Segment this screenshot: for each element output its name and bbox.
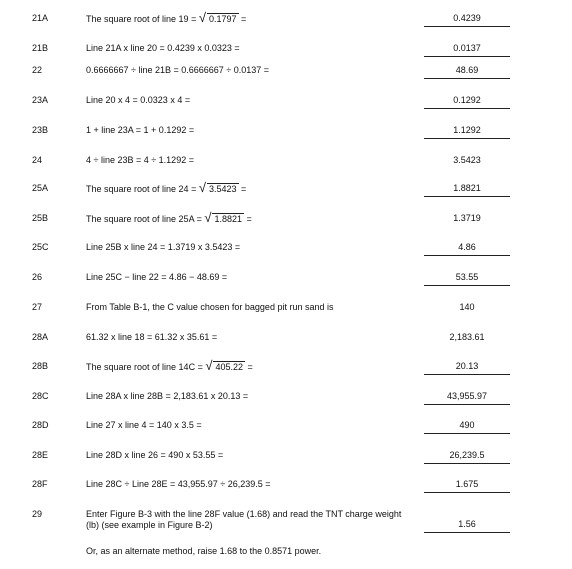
desc-prefix: The square root of line 24 = [86, 184, 199, 194]
radicand: 405.22 [215, 362, 243, 372]
line-description: 4 ÷ line 23B = 4 ÷ 1.1292 = [86, 155, 194, 165]
line-value: 20.13 [424, 361, 510, 375]
line-value: 1.3719 [453, 213, 481, 223]
desc-suffix: = [244, 214, 252, 224]
line-number: 28E [32, 450, 49, 460]
line-number: 24 [32, 155, 43, 165]
line-description: Enter Figure B-3 with the line 28F value (1.68) and read the TNT charge weight (lb) (see example in Figure B-2) [86, 509, 402, 530]
line-number: 29 [32, 509, 43, 519]
line-number: 28B [32, 361, 49, 371]
line-number: 23B [32, 125, 49, 135]
line-value: 1.1292 [424, 125, 510, 139]
line-number: 25B [32, 213, 49, 223]
line-number: 28C [32, 391, 49, 401]
line-number: 25A [32, 183, 49, 193]
line-description: Line 28A x line 28B = 2,183.61 x 20.13 = [86, 391, 249, 401]
line-description: Line 27 x line 4 = 140 x 3.5 = [86, 420, 202, 430]
alternate-method-note: Or, as an alternate method, raise 1.68 to the 0.8571 power. [86, 546, 322, 556]
line-description [86, 210, 252, 225]
desc-suffix: = [238, 14, 247, 24]
sqrt-icon: √ [198, 180, 206, 195]
line-value: 140 [459, 302, 475, 312]
line-value: 490 [424, 420, 510, 434]
line-description: 1 + line 23A = 1 + 0.1292 = [86, 125, 195, 135]
line-value: 4.86 [424, 242, 510, 256]
line-value: 0.1292 [424, 95, 510, 109]
line-number: 21A [32, 13, 49, 23]
desc-prefix: The square root of line 19 = [86, 14, 199, 24]
sqrt-icon: √ [198, 10, 206, 25]
desc-prefix: The square root of line 14C = [86, 362, 206, 372]
line-value: 48.69 [424, 65, 510, 79]
line-description: Line 25B x line 24 = 1.3719 x 3.5423 = [86, 242, 241, 252]
line-value: 0.4239 [424, 13, 510, 27]
line-value: 1.675 [424, 479, 510, 493]
line-number: 26 [32, 272, 43, 282]
line-number: 28F [32, 479, 48, 489]
line-number: 21B [32, 43, 49, 53]
line-number: 28A [32, 332, 49, 342]
line-description: From Table B-1, the C value chosen for bagged pit run sand is [86, 302, 334, 312]
line-description: Line 28D x line 26 = 490 x 53.55 = [86, 450, 224, 460]
line-description [86, 358, 253, 373]
line-description: 61.32 x line 18 = 61.32 x 35.61 = [86, 332, 218, 342]
line-description: Line 28C ÷ Line 28E = 43,955.97 ÷ 26,239.5 = [86, 479, 271, 489]
desc-suffix: = [238, 184, 247, 194]
radicand: 3.5423 [208, 184, 237, 194]
line-value: 26,239.5 [424, 450, 510, 464]
sqrt-icon: √ [204, 210, 212, 225]
desc-prefix: The square root of line 25A = [86, 214, 205, 224]
line-value: 2,183.61 [449, 332, 485, 342]
line-description [86, 10, 247, 25]
desc-suffix: = [245, 362, 253, 372]
line-number: 25C [32, 242, 49, 252]
line-number: 28D [32, 420, 49, 430]
line-description [86, 180, 247, 195]
line-value: 53.55 [424, 272, 510, 286]
line-description: Line 21A x line 20 = 0.4239 x 0.0323 = [86, 43, 240, 53]
sqrt-icon: √ [205, 358, 213, 373]
radicand: 1.8821 [214, 214, 242, 224]
line-value: 43,955.97 [424, 391, 510, 405]
line-description: Line 20 x 4 = 0.0323 x 4 = [86, 95, 191, 105]
line-value: 1.56 [424, 519, 510, 533]
line-number: 27 [32, 302, 43, 312]
line-description: 0.6666667 ÷ line 21B = 0.6666667 ÷ 0.0137 = [86, 65, 270, 75]
line-value: 3.5423 [453, 155, 481, 165]
line-number: 22 [32, 65, 43, 75]
line-value: 1.8821 [424, 183, 510, 197]
line-value: 0.0137 [424, 43, 510, 57]
radicand: 0.1797 [208, 14, 237, 24]
line-number: 23A [32, 95, 49, 105]
line-description: Line 25C − line 22 = 4.86 − 48.69 = [86, 272, 228, 282]
